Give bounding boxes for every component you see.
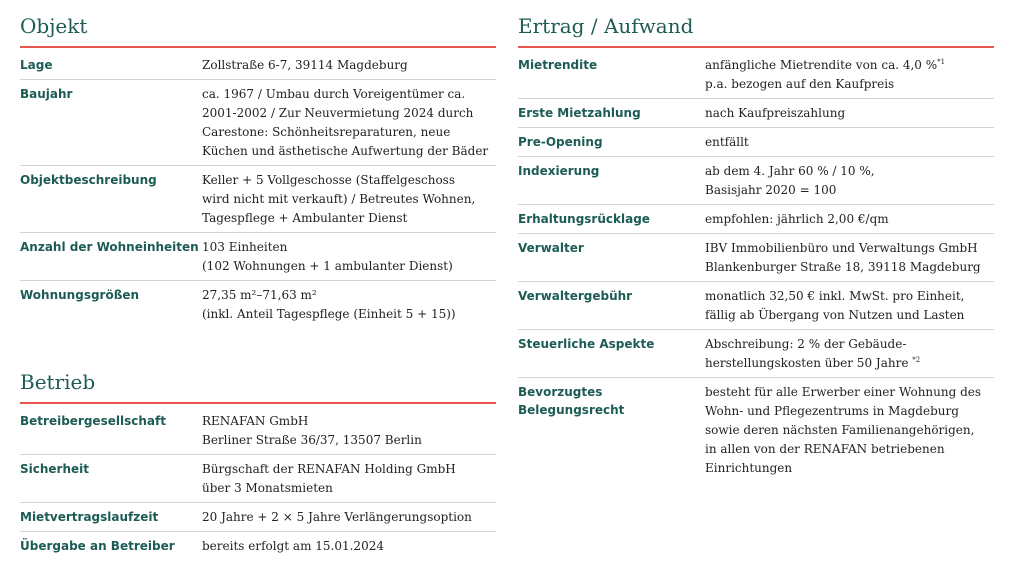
row-value <box>202 286 496 324</box>
value-line: IBV Immobilienbüro und Verwaltungs GmbH <box>705 241 978 255</box>
row-label: Steuerliche Aspekte <box>518 337 655 351</box>
value-line: 2001-2002 / Zur Neuvermietung 2024 durch <box>202 106 474 120</box>
row-value <box>202 537 496 556</box>
value-line: (102 Wohnungen + 1 ambulanter Dienst) <box>202 259 453 273</box>
row-label: Indexierung <box>518 164 600 178</box>
row-value <box>705 104 994 123</box>
left-column <box>20 10 496 560</box>
row-indexierung <box>518 157 994 205</box>
value-line: Blankenburger Straße 18, 39118 Magdeburg <box>705 260 981 274</box>
row-label: Baujahr <box>20 87 73 101</box>
row-steuerliche-aspekte <box>518 330 994 378</box>
value-line: monatlich 32,50 € inkl. MwSt. pro Einheit, <box>705 289 965 303</box>
row-value <box>202 171 496 228</box>
value-line: Einrichtungen <box>705 461 793 475</box>
section-objekt <box>20 10 496 328</box>
row-label: Sicherheit <box>20 462 89 476</box>
row-value <box>202 412 496 450</box>
row-label: Verwaltergebühr <box>518 289 633 303</box>
row-label: Anzahl der Wohneinheiten <box>20 240 199 254</box>
row-value <box>202 460 496 498</box>
value-line: Basisjahr 2020 = 100 <box>705 183 837 197</box>
value-line: Berliner Straße 36/37, 13507 Berlin <box>202 433 422 447</box>
row-value <box>705 133 994 152</box>
row-verwaltergebuehr <box>518 282 994 330</box>
value-line: Bürgschaft der RENAFAN Holding GmbH <box>202 462 456 476</box>
row-label: Mietvertragslaufzeit <box>20 510 159 524</box>
row-label: Verwalter <box>518 241 584 255</box>
row-betreibergesellschaft <box>20 404 496 455</box>
row-value <box>705 335 994 373</box>
row-value <box>202 56 496 75</box>
row-lage <box>20 48 496 80</box>
footnote-marker: *1 <box>937 58 946 66</box>
row-value <box>202 238 496 276</box>
row-value <box>705 210 994 229</box>
value-line: 103 Einheiten <box>202 240 288 254</box>
row-label: Erste Mietzahlung <box>518 106 641 120</box>
value-line: besteht für alle Erwerber einer Wohnung des <box>705 385 982 399</box>
row-label: Lage <box>20 58 53 72</box>
value-line: RENAFAN GmbH <box>202 414 309 428</box>
footnote-marker: *2 <box>912 356 921 364</box>
row-label: Betreibergesellschaft <box>20 414 166 428</box>
row-label: Wohnungsgrößen <box>20 288 140 302</box>
row-label: Pre-Opening <box>518 135 603 149</box>
row-sicherheit <box>20 455 496 503</box>
row-value <box>705 162 994 200</box>
value-line: (inkl. Anteil Tagespflege (Einheit 5 + 15)) <box>202 307 456 321</box>
value-line: wird nicht mit verkauft) / Betreutes Wohnen, <box>202 192 476 206</box>
section-title-betrieb: Betrieb <box>20 366 496 404</box>
row-mietvertragslaufzeit <box>20 503 496 532</box>
value-line: empfohlen: jährlich 2,00 €/qm <box>705 212 889 226</box>
ertrag-rows <box>518 48 994 482</box>
row-erste-mietzahlung <box>518 99 994 128</box>
row-label: Mietrendite <box>518 58 598 72</box>
value-line: über 3 Monatsmieten <box>202 481 333 495</box>
row-label: Objektbeschreibung <box>20 173 157 187</box>
value-line: p.a. bezogen auf den Kaufpreis <box>705 77 895 91</box>
row-value <box>705 287 994 325</box>
value-line <box>705 354 994 373</box>
section-betrieb <box>20 366 496 560</box>
row-baujahr <box>20 80 496 166</box>
right-column <box>518 10 994 482</box>
row-label: Erhaltungsrücklage <box>518 212 650 226</box>
value-line: Zollstraße 6-7, 39114 Magdeburg <box>202 58 408 72</box>
row-objektbeschreibung <box>20 166 496 233</box>
value-line: Keller + 5 Vollgeschosse (Staffelgeschoss <box>202 173 455 187</box>
value-text: herstellungskosten über 50 Jahre <box>705 356 909 370</box>
row-value <box>202 85 496 161</box>
value-line: sowie deren nächsten Familienangehörigen, <box>705 423 975 437</box>
value-line: fällig ab Übergang von Nutzen und Lasten <box>705 308 965 322</box>
value-line: Tagespflege + Ambulanter Dienst <box>202 211 408 225</box>
section-title-ertrag: Ertrag / Aufwand <box>518 10 994 48</box>
value-line <box>705 56 994 75</box>
row-mietrendite <box>518 48 994 99</box>
row-verwalter <box>518 234 994 282</box>
value-line: Carestone: Schönheitsreparaturen, neue <box>202 125 451 139</box>
row-uebergabe <box>20 532 496 560</box>
value-line: entfällt <box>705 135 749 149</box>
value-line: ab dem 4. Jahr 60 % / 10 %, <box>705 164 875 178</box>
value-line: Küchen und ästhetische Aufwertung der Bäder <box>202 144 489 158</box>
value-line: 20 Jahre + 2 × 5 Jahre Verlängerungsoption <box>202 510 472 524</box>
row-value <box>705 239 994 277</box>
value-line: ca. 1967 / Umbau durch Voreigentümer ca. <box>202 87 466 101</box>
value-line: Wohn- und Pflegezentrums in Magdeburg <box>705 404 959 418</box>
row-label: Bevorzugtes Belegungsrecht <box>518 385 625 417</box>
row-label: Übergabe an Betreiber <box>20 539 175 553</box>
row-wohnungsgroessen <box>20 281 496 328</box>
betrieb-rows <box>20 404 496 560</box>
value-line: nach Kaufpreiszahlung <box>705 106 846 120</box>
row-wohneinheiten <box>20 233 496 281</box>
section-title-objekt: Objekt <box>20 10 496 48</box>
value-text: anfängliche Mietrendite von ca. 4,0 % <box>705 58 938 72</box>
row-belegungsrecht <box>518 378 994 482</box>
value-line: in allen von der RENAFAN betriebenen <box>705 442 945 456</box>
value-line: Abschreibung: 2 % der Gebäude- <box>705 337 907 351</box>
value-line: 27,35 m²–71,63 m² <box>202 288 317 302</box>
row-value <box>202 508 496 527</box>
row-value <box>705 383 994 478</box>
section-ertrag <box>518 10 994 482</box>
row-pre-opening <box>518 128 994 157</box>
objekt-rows <box>20 48 496 328</box>
row-value <box>705 56 994 94</box>
row-erhaltungsruecklage <box>518 205 994 234</box>
value-line: bereits erfolgt am 15.01.2024 <box>202 539 384 553</box>
